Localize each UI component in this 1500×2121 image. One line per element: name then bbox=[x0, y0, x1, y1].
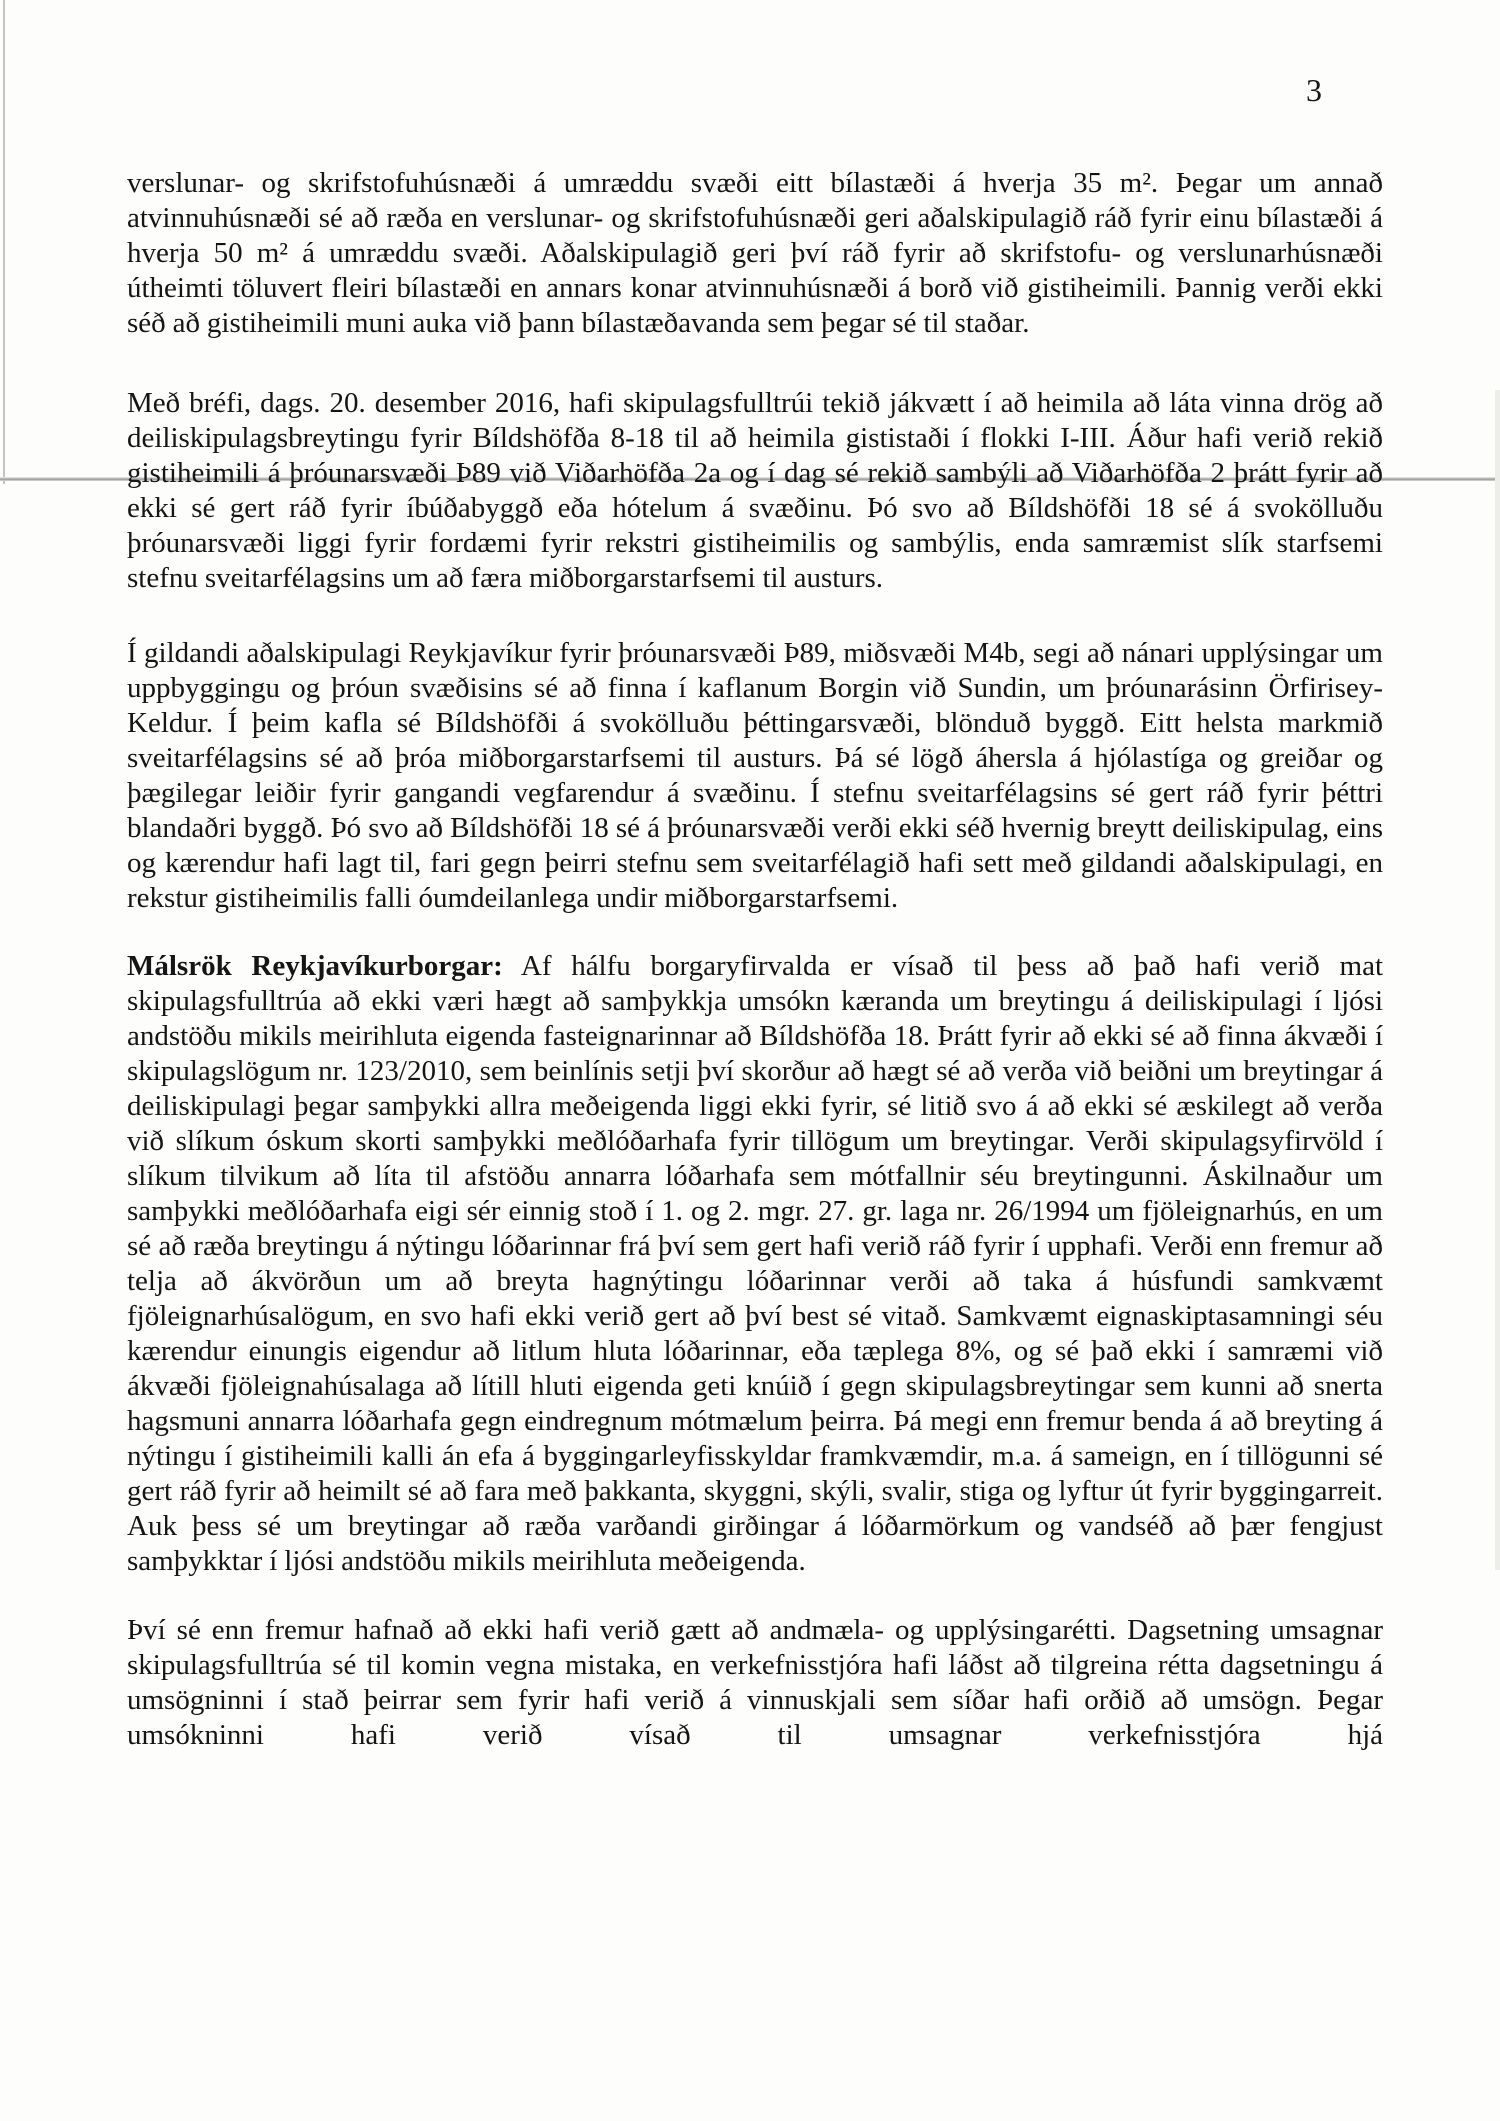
paragraph-parking-spaces: verslunar- og skrifstofuhúsnæði á umræddu svæði eitt bílastæði á hverja 35 m². Þegar um annað atvinnuhúsnæði sé að ræða en verslunar- og skrifstofuhúsnæði geri aðalskipulagið ráð fyrir einu bílastæði á hverja 50 m² á umræddu svæði. Aðalskipulagið geri því ráð fyrir að skrifstofu- og verslunarhúsnæði útheimti töluvert fleiri bílastæði en annars konar atvinnuhúsnæði á borð við gistiheimili. Þannig verði ekki séð að gistiheimili muni auka við þann bílastæðavanda sem þegar sé til staðar. bbox=[127, 167, 1383, 339]
paragraph-malsrok-text: Af hálfu borgaryfirvalda er vísað til þess að það hafi verið mat skipulagsfulltrúa að ekki væri hægt að samþykkja umsókn kæranda um breytingu á deiliskipulagi í ljósi andstöðu mikils meirihluta eigenda fasteignarinnar að Bíldshöfða 18. Þrátt fyrir að ekki sé að finna ákvæði í skipulagslögum nr. 123/2010, sem beinlínis setji því skorður að hægt sé að verða við beiðni um breytingar á deiliskipulagi þegar samþykki allra meðeigenda liggi ekki fyrir, sé litið svo á að ekki sé æskilegt að verða við slíkum óskum skorti samþykki meðlóðarhafa fyrir tillögum um breytingar. Verði skipulagsyfirvöld í slíkum tilvikum að líta til afstöðu annarra lóðarhafa sem mótfallnir séu breytingunni. Áskilnaður um samþykki meðlóðarhafa eigi sér einnig stoð í 1. og 2. mgr. 27. gr. laga nr. 26/1994 um fjöleignarhús, en um sé að ræða breytingu á nýtingu lóðarinnar frá því sem gert hafi verið ráð fyrir í upphafi. Verði enn fremur að telja að ákvörðun um að breyta hagnýtingu lóðarinnar verði að taka á húsfundi samkvæmt fjöleignarhúsalögum, en svo hafi ekki verið gert að því best sé vitað. Samkvæmt eignaskiptasamningi séu kærendur einungis eigendur að litlum hluta lóðarinnar, eða tæplega 8%, og sé það ekki í samræmi við ákvæði fjöleignahúsalaga að lítill hluti eigenda geti knúið í gegn skipulagsbreytingar sem kunni að snerta hagsmuni annarra lóðarhafa gegn eindregnum mótmælum þeirra. Þá megi enn fremur benda á að breyting á nýtingu í gistiheimili kalli án efa á byggingarleyfisskyldar framkvæmdir, m.a. á sameign, en í tillögunni sé gert ráð fyrir að heimilt sé að fara með þakkanta, skyggni, skýli, svalir, stiga og lyftur út fyrir byggingarreit. Auk þess sé um breytingar að ræða varðandi girðingar á lóðarmörkum og vandséð að þær fengjust samþykktar í ljósi andstöðu mikils meirihluta meðeigenda. bbox=[127, 950, 1383, 1577]
document-body bbox=[127, 166, 1383, 1753]
paragraph-malsrok-reykjavikurborgar bbox=[127, 949, 1383, 1579]
paragraph-andmaela-upplysingarettur: Því sé enn fremur hafnað að ekki hafi verið gætt að andmæla- og upplýsingarétti. Dagsetning umsagnar skipulagsfulltrúa sé til komin vegna mistaka, en verkefnisstjóra hafi láðst að tilgreina rétta dagsetningu á umsögninni í stað þeirrar sem fyrir hafi verið á vinnuskjali sem síðar hafi orðið að umsögn. Þegar umsókninni hafi verið vísað til umsagnar verkefnisstjóra hjá bbox=[127, 1614, 1383, 1751]
page-number: 3 bbox=[1306, 72, 1322, 108]
paragraph-bold-lead-in: Málsrök Reykjavíkurborgar: bbox=[127, 950, 503, 982]
paragraph-letter-december-2016: Með bréfi, dags. 20. desember 2016, hafi skipulagsfulltrúi tekið jákvætt í að heimila að láta vinna drög að deiliskipulagsbreytingu fyrir Bíldshöfða 8-18 til að heimila gististaði í flokki I-III. Áður hafi verið rekið gistiheimili á þróunarsvæði Þ89 við Viðarhöfða 2a og í dag sé rekið sambýli að Viðarhöfða 2 þrátt fyrir að ekki sé gert ráð fyrir íbúðabyggð eða hótelum á svæðinu. Þó svo að Bíldshöfði 18 sé á svokölluðu þróunarsvæði liggi fyrir fordæmi fyrir rekstri gistiheimilis og sambýlis, enda samræmist slík starfsemi stefnu sveitarfélagsins um að færa miðborgarstarfsemi til austurs. bbox=[127, 387, 1383, 594]
paragraph-master-plan-th89: Í gildandi aðalskipulagi Reykjavíkur fyrir þróunarsvæði Þ89, miðsvæði M4b, segi að nánari upplýsingar um uppbyggingu og þróun svæðisins sé að finna í kaflanum Borgin við Sundin, um þróunarásinn Örfirisey-Keldur. Í þeim kafla sé Bíldshöfði á svokölluðu þéttingarsvæði, blönduð byggð. Eitt helsta markmið sveitarfélagsins sé að þróa miðborgarstarfsemi til austurs. Þá sé lögð áhersla á hjólastíga og greiðar og þægilegar leiðir fyrir gangandi vegfarendur á svæðinu. Í stefnu sveitarfélagsins sé gert ráð fyrir þéttri blandaðri byggð. Þó svo að Bíldshöfði 18 sé á þróunarsvæði verði ekki séð hvernig breytt deiliskipulag, eins og kærendur hafi lagt til, fari gegn þeirri stefnu sem sveitarfélagið hafi sett með gildandi aðalskipulagi, en rekstur gistiheimilis falli óumdeilanlega undir miðborgarstarfsemi. bbox=[127, 637, 1383, 914]
scan-artifact-right-edge-shadow bbox=[1495, 390, 1500, 1570]
scan-artifact-left-fold-line bbox=[3, 0, 5, 484]
